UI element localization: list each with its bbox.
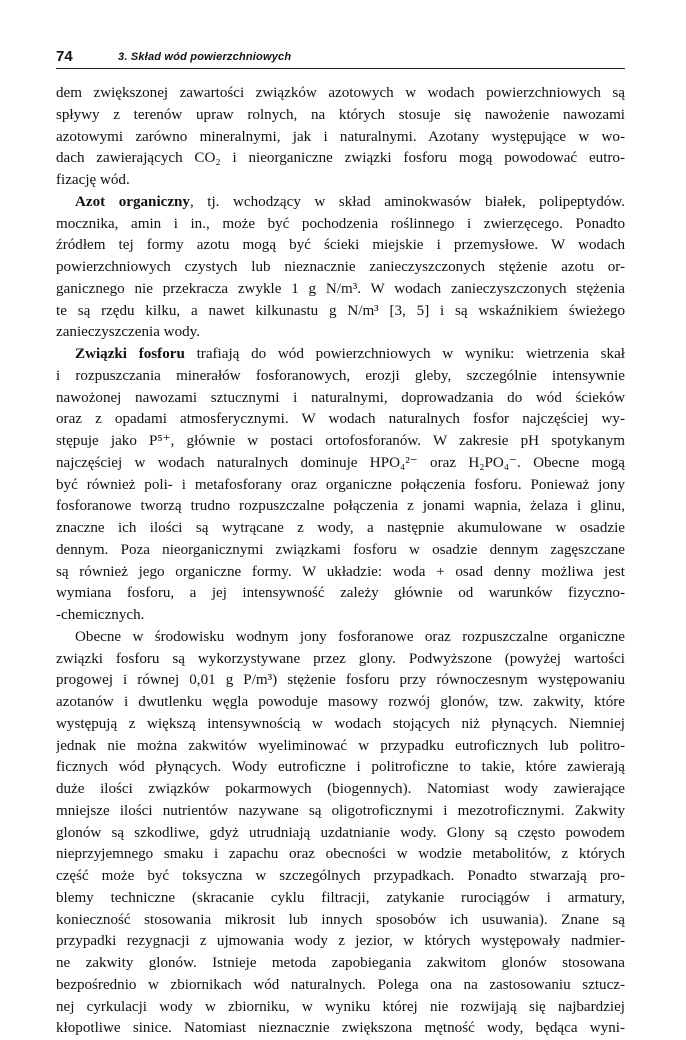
line-text: , tj. wchodzący w skład aminokwasów białek, polipeptydów. — [189, 193, 625, 210]
body-text — [56, 83, 625, 1040]
text-line: związki fosforu są wykorzystywane przez glony. Podwyższone (powyżej wartości — [56, 650, 625, 667]
text-line: przypadki rezygnacji z ujmowania wody z jezior, w których występowały nadmier- — [56, 933, 625, 950]
text-line: azotanów i dwutlenku węgla powoduje masowy rozwój glonów, tzw. zakwity, które — [56, 694, 625, 710]
text-line: zanieczyszczenia wody. — [56, 324, 201, 341]
text-line: oraz z opadami atmosferycznymi. W wodach naturalnych fosfor najczęściej wy- — [56, 411, 625, 428]
text-line: nawożonej nawozami sztucznymi i naturalnymi, doprowadzania do wód ścieków — [56, 389, 625, 406]
text-line: nej cyrkulacji wody w zbiorniku, w wyniku której nie rozwijają się najbardziej — [56, 998, 625, 1015]
text-line: fizację wód. — [56, 172, 130, 188]
text-line: progowej i równej 0,01 g P/m³) stężenie fosforu przy równoczesnym występowaniu — [56, 672, 625, 689]
bold-term: Związki fosforu — [75, 346, 185, 362]
text-line: te są rzędu kilku, a nawet kilkunastu g N/m³ [3, 5] i są wskaźnikiem świeżego — [56, 302, 625, 319]
text-line: mocznika, amin i in., może być pochodzenia roślinnego i zwierzęcego. Ponadto — [56, 215, 625, 232]
document-page — [56, 48, 625, 1040]
paragraph — [56, 344, 625, 627]
text-line: stępuje jako P⁵⁺, głównie w postaci ortofosforanów. W zakresie pH spotykanym — [56, 433, 625, 449]
text-line: glonów są szkodliwe, gdyż utrudniają uzdatnianie wody. Glony są często powodem — [56, 824, 625, 841]
running-header — [56, 48, 625, 69]
bold-term: Azot organiczny — [75, 193, 190, 210]
text-line: ficznych wód płynących. Wody eutroficzne i politroficzne to takie, które zawierają — [56, 759, 625, 776]
text-line: blemy techniczne (skracanie cyklu filtracji, zatykanie rurociągów i armatury, — [56, 889, 625, 906]
text-line: występują z większą intensywnością w wodach stojących niż płynących. Niemniej — [56, 715, 625, 732]
text-line: mniejsze ilości nutrientów nazywane są oligotroficznymi i mezotroficznymi. Zakwity — [56, 802, 625, 819]
text-line: część może być toksyczna w szczególnych przypadkach. Ponadto stwarzają pro- — [56, 868, 625, 884]
text-line: nieprzyjemnego smaku i zapachu oraz obecności w wodzie metabolitów, z których — [56, 846, 625, 863]
paragraph — [56, 83, 625, 192]
text-line: -chemicznych. — [56, 607, 145, 623]
page-number: 74 — [56, 48, 73, 65]
text-line: fosforanowe tworzą trudno rozpuszczalne połączenia z jonami wapnia, żelaza i glinu, — [56, 498, 625, 515]
text-line: jednak nie można zakwitów wyeliminować w przypadku eutroficznych lub politro- — [56, 737, 625, 754]
text-line: spływy z terenów upraw rolnych, na których stosuje się nawożenie nawozami — [56, 106, 625, 123]
text-line — [56, 192, 625, 214]
text-line: konieczność stosowania mikrosit lub innych sposobów ich usuwania). Znane są — [56, 911, 625, 928]
running-title: 3. Skład wód powierzchniowych — [118, 51, 292, 63]
text-line: są również jego organiczne formy. W układzie: woda + osad denny możliwa jest — [56, 563, 625, 580]
text-line: ne zakwity glonów. Istnieje metoda zapobiegania zakwitom glonów stosowana — [56, 955, 625, 971]
line-text: trafiają do wód powierzchniowych w wyniku: wietrzenia skał — [184, 346, 625, 362]
text-line: bezpośrednio w zbiornikach wód naturalnych. Polega ona na zastosowaniu sztucz- — [56, 976, 625, 993]
text-line: źródłem tej formy azotu mogą być ścieki miejskie i przemysłowe. W wodach — [56, 237, 625, 254]
text-line: powierzchniowych czystych lub nieznacznie zanieczyszczonych stężenie azotu or- — [56, 259, 625, 275]
text-line: azotowymi zarówno mineralnymi, jak i naturalnymi. Azotany występujące w wo- — [56, 128, 625, 145]
text-line: znaczne ich ilości są wytrącane z wody, a następnie akumulowane w osadzie — [56, 520, 625, 536]
text-line — [56, 344, 625, 366]
text-line: kłopotliwe sinice. Natomiast nieznacznie zwiększona mętność wody, będąca wyni- — [56, 1020, 625, 1037]
text-line: wymiana fosforu, a jej intensywność zależy głównie od warunków fizyczno- — [56, 585, 625, 602]
text-line: dem zwiększonej zawartości związków azotowych w wodach powierzchniowych są — [56, 85, 625, 101]
text-line: duże ilości związków pokarmowych (biogennych). Natomiast wody zawierające — [56, 781, 625, 797]
text-line: Obecne w środowisku wodnym jony fosforanowe oraz rozpuszczalne organiczne — [75, 628, 625, 645]
text-line: ganicznego nie przekracza zwykle 1 g N/m³. W wodach zanieczyszczonych stężenia — [56, 280, 625, 297]
text-line: być również poli- i metafosforany oraz organiczne połączenia fosforu. Ponieważ jony — [56, 476, 625, 493]
text-line: dennym. Poza nieorganicznymi związkami fosforu w osadzie dennym zagęszczane — [56, 541, 625, 558]
text-line: dach zawierających CO₂ i nieorganiczne związki fosforu mogą powodować eutro- — [56, 150, 625, 167]
text-line: najczęściej w wodach naturalnych dominuje HPO₄²⁻ oraz H₂PO₄⁻. Obecne mogą — [56, 454, 625, 471]
text-line: i rozpuszczania minerałów fosforanowych, erozji gleby, szczególnie intensywnie — [56, 367, 625, 384]
paragraph — [56, 192, 625, 344]
paragraph — [56, 627, 625, 1040]
